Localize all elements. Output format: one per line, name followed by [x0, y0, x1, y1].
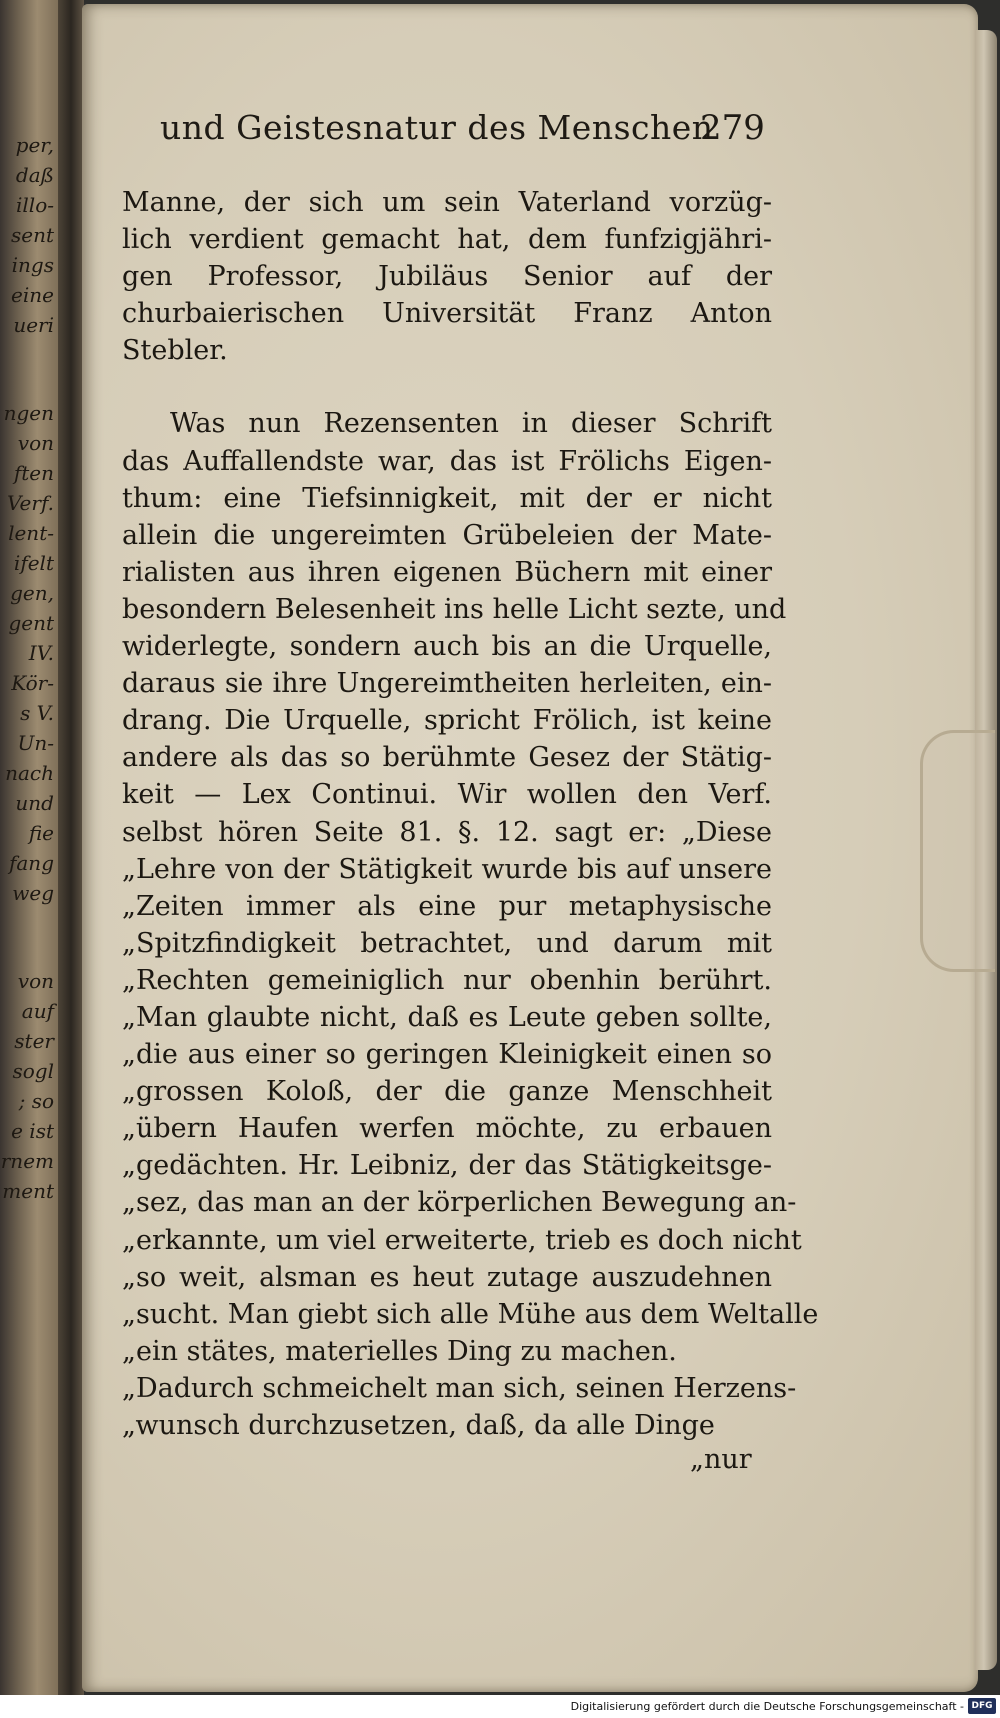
previous-page-edge	[0, 0, 62, 1695]
previous-page-fragment: Un-	[17, 731, 54, 755]
funding-notice: Digitalisierung gefördert durch die Deutsche Forschungsgemeinschaft -	[570, 1700, 964, 1713]
text-line: daraus sie ihre Ungereimtheiten herleiten, ein-	[122, 668, 772, 700]
previous-page-fragment: per,	[15, 133, 54, 157]
text-line: besondern Belesenheit ins helle Licht sezte, und	[122, 593, 787, 625]
dfg-logo-icon: DFG	[968, 1698, 996, 1714]
text-line: selbst hören Seite 81. §. 12. sagt er: „Diese	[122, 816, 772, 848]
previous-page-fragment: Kör-	[11, 671, 54, 695]
previous-page-fragment: sent	[10, 223, 54, 247]
catchword: „nur	[690, 1444, 752, 1475]
page-clip	[920, 730, 995, 972]
previous-page-fragment: IV.	[28, 641, 54, 665]
footer	[0, 1695, 1000, 1718]
previous-page-fragment: e ist	[11, 1119, 54, 1143]
text-line: keit — Lex Continui. Wir wollen den Verf.	[122, 779, 772, 811]
text-line: „Zeiten immer als eine pur metaphysische	[122, 890, 772, 922]
previous-page-fragment: fie	[28, 821, 54, 845]
text-line: gen Professor, Jubiläus Senior auf der	[122, 261, 772, 293]
previous-page-fragment: ngen	[3, 401, 54, 425]
text-line: „Dadurch schmeichelt man sich, seinen Herzens-	[122, 1372, 797, 1404]
text-line: allein die ungereimten Grübeleien der Mate-	[122, 519, 772, 551]
paragraph-gap	[122, 369, 772, 405]
body-text	[122, 184, 819, 1444]
previous-page-fragment: ifelt	[13, 551, 54, 575]
running-header: und Geistesnatur des Menschen	[160, 108, 714, 147]
text-line: churbaierischen Universität Franz Anton	[122, 298, 772, 330]
text-line: „ein stätes, materielles Ding zu machen.	[122, 1335, 677, 1367]
previous-page-fragment: s V.	[20, 701, 54, 725]
text-line: „so weit, alsman es heut zutage auszudehnen	[122, 1261, 772, 1293]
previous-page-fragment: ment	[2, 1179, 54, 1203]
text-line: „sucht. Man giebt sich alle Mühe aus dem Weltalle	[122, 1298, 819, 1330]
previous-page-fragment: ings	[11, 253, 54, 277]
previous-page-fragment: auf	[21, 999, 54, 1023]
text-line: Manne, der sich um sein Vaterland vorzüg-	[122, 187, 772, 218]
text-line: rialisten aus ihren eigenen Büchern mit einer	[122, 556, 772, 588]
previous-page-fragment: rnem	[0, 1149, 54, 1173]
text-line: „übern Haufen werfen möchte, zu erbauen	[122, 1113, 772, 1145]
previous-page-fragment: illo-	[16, 193, 54, 217]
previous-page-fragment: Verf.	[6, 491, 54, 515]
previous-page-fragment: von	[17, 431, 54, 455]
previous-page-fragment: ; so	[18, 1089, 54, 1113]
text-line: „erkannte, um viel erweiterte, trieb es doch nicht	[122, 1224, 802, 1256]
fragment-gap	[0, 908, 58, 966]
text-line: „die aus einer so geringen Kleinigkeit einen so	[122, 1039, 772, 1071]
text-line: widerlegte, sondern auch bis an die Urquelle,	[122, 631, 772, 663]
page-number: 279	[700, 108, 765, 148]
previous-page-fragment: nach	[5, 761, 54, 785]
previous-page-fragment: gen,	[10, 581, 54, 605]
previous-page-fragment: daß	[15, 163, 54, 187]
previous-page-fragments	[0, 130, 58, 1206]
previous-page-fragment: sogl	[12, 1059, 54, 1083]
text-line: Stebler.	[122, 335, 228, 367]
previous-page-fragment: lent-	[8, 521, 54, 545]
previous-page-fragment: und	[15, 791, 54, 815]
text-line: „grossen Koloß, der die ganze Menschheit	[122, 1076, 772, 1108]
text-line: „Lehre von der Stätigkeit wurde bis auf unsere	[122, 853, 772, 885]
text-line: das Auffallendste war, das ist Frölichs Eigen-	[122, 445, 772, 477]
previous-page-fragment: ften	[13, 461, 54, 485]
text-line: „sez, das man an der körperlichen Bewegung an-	[122, 1187, 797, 1219]
fragment-gap	[0, 340, 58, 398]
text-line: lich verdient gemacht hat, dem funfzigjähri-	[122, 224, 772, 256]
text-line: „Spitzfindigkeit betrachtet, und darum mit	[122, 927, 772, 959]
previous-page-fragment: ueri	[13, 313, 54, 337]
previous-page-fragment: fang	[8, 851, 54, 875]
text-line: drang. Die Urquelle, spricht Frölich, ist keine	[122, 705, 772, 737]
previous-page-fragment: gent	[8, 611, 54, 635]
previous-page-fragment: eine	[11, 283, 54, 307]
previous-page-fragment: ster	[14, 1029, 54, 1053]
book-gutter	[58, 0, 84, 1695]
text-line: „wunsch durchzusetzen, daß, da alle Dinge	[122, 1410, 715, 1441]
text-line: „Man glaubte nicht, daß es Leute geben sollte,	[122, 1001, 772, 1033]
previous-page-fragment: von	[17, 969, 54, 993]
previous-page-fragment: weg	[12, 881, 54, 905]
text-line: „Rechten gemeiniglich nur obenhin berührt.	[122, 964, 772, 996]
text-line: „gedächten. Hr. Leibniz, der das Stätigkeitsge-	[122, 1150, 772, 1182]
text-line: Was nun Rezensenten in dieser Schrift	[170, 408, 772, 440]
text-line: andere als das so berühmte Gesez der Stätig-	[122, 742, 772, 774]
text-line: thum: eine Tiefsinnigkeit, mit der er nicht	[122, 482, 772, 514]
